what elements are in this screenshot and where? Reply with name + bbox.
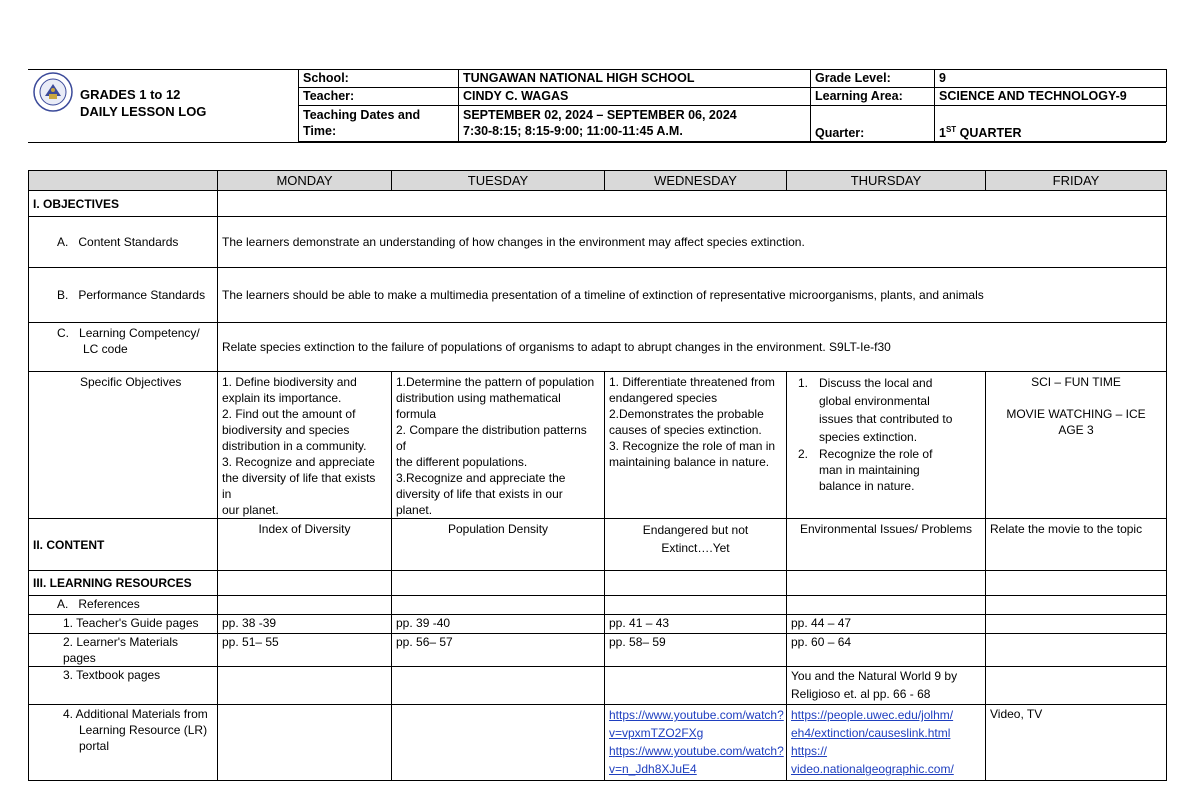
- specific-objectives-friday: [986, 372, 1167, 519]
- monday-objective-line: 3. Recognize and appreciate: [222, 455, 375, 469]
- grade-label: Grade Level:: [811, 70, 935, 88]
- day-header-row: [29, 171, 1167, 191]
- textbook-tuesday: [392, 667, 605, 705]
- monday-objective-line: biodiversity and species: [222, 423, 350, 437]
- additional-materials-label: [29, 705, 218, 781]
- monday-objective-line: 2. Find out the amount of: [222, 407, 356, 421]
- day-wednesday: WEDNESDAY: [605, 171, 787, 191]
- dates-value-line-1: SEPTEMBER 02, 2024 – SEPTEMBER 06, 2024: [463, 108, 737, 122]
- resources-blank: [787, 571, 986, 596]
- learners-materials-label: 2. Learner's Materials pages: [29, 634, 218, 667]
- quarter-number: 1: [939, 126, 946, 140]
- competency-label-line-2: LC code: [83, 342, 128, 356]
- content-friday: Relate the movie to the topic: [986, 519, 1167, 571]
- teachers-guide-friday: [986, 615, 1167, 634]
- textbook-thursday-line-1: You and the Natural World 9 by: [791, 669, 958, 683]
- link-text: v=vpxmTZO2FXg: [609, 726, 704, 740]
- tuesday-objective-line: diversity of life that exists in our: [396, 487, 563, 501]
- references-label: [29, 596, 218, 615]
- thursday-objective-line: balance in nature.: [819, 479, 915, 493]
- quarter-suffix: ST: [945, 124, 957, 134]
- thursday-objective-number-1: 1.: [797, 376, 808, 390]
- monday-objective-line: distribution in a community.: [222, 439, 367, 453]
- content-tuesday: Population Density: [392, 519, 605, 571]
- tuesday-objective-line: planet.: [396, 503, 433, 517]
- performance-standards-label: [29, 268, 218, 323]
- day-header-blank: [29, 171, 218, 191]
- monday-objective-line: the diversity of life that exists in: [222, 471, 376, 501]
- teachers-guide-label: 1. Teacher's Guide pages: [29, 615, 218, 634]
- dates-label-line-2: Time:: [303, 124, 337, 138]
- teacher-value: CINDY C. WAGAS: [459, 88, 811, 106]
- tuesday-objective-line: 2. Compare the distribution patterns of: [396, 423, 587, 453]
- tuesday-objective-line: 3.Recognize and appreciate the: [396, 471, 566, 485]
- quarter-label-text: Quarter:: [815, 126, 865, 140]
- youtube-link-2[interactable]: [609, 742, 782, 760]
- thursday-objective-line: man in maintaining: [819, 463, 920, 477]
- references-blank: [787, 596, 986, 615]
- title-line-2: DAILY LESSON LOG: [80, 104, 207, 119]
- header-left-rule: [28, 69, 298, 70]
- objectives-heading: I. OBJECTIVES: [29, 191, 218, 217]
- specific-objectives-thursday: [787, 372, 986, 519]
- school-value: TUNGAWAN NATIONAL HIGH SCHOOL: [459, 70, 811, 88]
- wednesday-objective-line: 3. Recognize the role of man in: [609, 439, 776, 453]
- thursday-objective-line: Recognize the role of: [819, 447, 933, 461]
- thursday-objective-line: global environmental: [819, 394, 930, 408]
- references-blank: [392, 596, 605, 615]
- link-text: v=n_Jdh8XJuE4: [609, 762, 697, 776]
- teacher-label: Teacher:: [299, 88, 459, 106]
- link-text: https://people.uwec.edu/jolhm/: [791, 708, 954, 722]
- content-standards-letter: A.: [57, 235, 69, 249]
- thursday-objective-line: issues that contributed to: [819, 412, 953, 426]
- additional-materials-friday: Video, TV: [986, 705, 1167, 781]
- additional-materials-label-line: Learning Resource (LR): [79, 723, 208, 737]
- teachers-guide-wednesday: pp. 41 – 43: [605, 615, 787, 634]
- day-tuesday: TUESDAY: [392, 171, 605, 191]
- content-wednesday-line-2: Extinct….Yet: [661, 541, 730, 555]
- uwec-link-cont[interactable]: [791, 724, 981, 742]
- specific-objectives-monday: [218, 372, 392, 519]
- references-letter: A.: [57, 597, 69, 611]
- competency-text: Relate species extinction to the failure of populations of organisms to adapt to abrupt changes in the environment. S9LT-Ie-f30: [218, 323, 1167, 372]
- specific-objectives-label: Specific Objectives: [29, 372, 218, 519]
- natgeo-link-cont[interactable]: [791, 760, 981, 778]
- tuesday-objective-line: formula: [396, 407, 437, 421]
- content-standards-label: [29, 217, 218, 268]
- competency-label-line-1: Learning Competency/: [79, 326, 200, 340]
- references-blank: [986, 596, 1167, 615]
- youtube-link-1-cont[interactable]: [609, 724, 782, 742]
- youtube-link-1[interactable]: [609, 706, 782, 724]
- youtube-link-2-cont[interactable]: [609, 760, 782, 778]
- resources-blank: [605, 571, 787, 596]
- dates-value-line-2: 7:30-8:15; 8:15-9:00; 11:00-11:45 A.M.: [463, 124, 683, 138]
- monday-objective-line: 1. Define biodiversity and: [222, 375, 357, 389]
- additional-materials-thursday: [787, 705, 986, 781]
- header-info-table: [298, 69, 1167, 142]
- day-friday: FRIDAY: [986, 171, 1167, 191]
- competency-label: [29, 323, 218, 372]
- link-text: https://www.youtube.com/watch?: [609, 744, 784, 758]
- resources-blank: [986, 571, 1167, 596]
- wednesday-objective-line: 2.Demonstrates the probable: [609, 407, 764, 421]
- content-standards-text: The learners demonstrate an understanding of how changes in the environment may affect species extinction.: [218, 217, 1167, 268]
- school-label: School:: [299, 70, 459, 88]
- day-thursday: THURSDAY: [787, 171, 986, 191]
- teachers-guide-monday: pp. 38 -39: [218, 615, 392, 634]
- content-thursday: Environmental Issues/ Problems: [787, 519, 986, 571]
- learners-materials-wednesday: pp. 58– 59: [605, 634, 787, 667]
- friday-objective-line: AGE 3: [1058, 423, 1094, 437]
- dates-label-line-1: Teaching Dates and: [303, 108, 421, 122]
- link-text: video.nationalgeographic.com/: [791, 762, 954, 776]
- dates-value: [459, 106, 811, 142]
- wednesday-objective-line: causes of species extinction.: [609, 423, 762, 437]
- specific-objectives-wednesday: [605, 372, 787, 519]
- lesson-log-table: [28, 170, 1167, 781]
- textbook-label: 3. Textbook pages: [29, 667, 218, 705]
- learners-materials-monday: pp. 51– 55: [218, 634, 392, 667]
- friday-objective-line: MOVIE WATCHING – ICE: [1006, 407, 1146, 421]
- tuesday-objective-line: the different populations.: [396, 455, 528, 469]
- additional-materials-monday: [218, 705, 392, 781]
- textbook-friday: [986, 667, 1167, 705]
- content-standards-label-text: Content Standards: [78, 235, 179, 249]
- content-wednesday: [605, 519, 787, 571]
- content-wednesday-line-1: Endangered but not: [642, 523, 749, 537]
- link-text: eh4/extinction/causeslink.html: [791, 726, 951, 740]
- area-value: SCIENCE AND TECHNOLOGY-9: [935, 88, 1167, 106]
- wednesday-objective-line: 1. Differentiate threatened from: [609, 375, 775, 389]
- textbook-thursday-line-2: Religioso et. al pp. 66 - 68: [791, 687, 931, 701]
- document-title: [80, 86, 206, 120]
- natgeo-link[interactable]: [791, 742, 981, 760]
- textbook-thursday: [787, 667, 986, 705]
- teachers-guide-thursday: pp. 44 – 47: [787, 615, 986, 634]
- performance-standards-label-text: Performance Standards: [78, 288, 206, 302]
- day-monday: MONDAY: [218, 171, 392, 191]
- quarter-label: [811, 106, 935, 142]
- tuesday-objective-line: distribution using mathematical: [396, 391, 561, 405]
- learners-materials-tuesday: pp. 56– 57: [392, 634, 605, 667]
- references-label-text: References: [78, 597, 140, 611]
- content-heading: II. CONTENT: [29, 519, 218, 571]
- performance-standards-text: The learners should be able to make a multimedia presentation of a timeline of extinction of representative microorganisms, plants, and animals: [218, 268, 1167, 323]
- monday-objective-line: our planet.: [222, 503, 279, 517]
- textbook-wednesday: [605, 667, 787, 705]
- references-blank: [605, 596, 787, 615]
- area-label: Learning Area:: [811, 88, 935, 106]
- content-monday: Index of Diversity: [218, 519, 392, 571]
- wednesday-objective-line: endangered species: [609, 391, 718, 405]
- quarter-word: QUARTER: [956, 126, 1022, 140]
- competency-letter: C.: [57, 326, 69, 340]
- header-divider: [28, 142, 1166, 143]
- additional-materials-tuesday: [392, 705, 605, 781]
- additional-materials-wednesday: [605, 705, 787, 781]
- link-text: https://: [791, 744, 828, 758]
- tuesday-objective-line: 1.Determine the pattern of population: [396, 375, 595, 389]
- title-line-1: GRADES 1 to 12: [80, 87, 181, 102]
- quarter-value: [935, 106, 1167, 142]
- additional-materials-label-line: 4. Additional Materials from: [63, 707, 208, 721]
- friday-objective-line: SCI – FUN TIME: [1031, 375, 1121, 389]
- link-text: https://www.youtube.com/watch?: [609, 708, 784, 722]
- monday-objective-line: explain its importance.: [222, 391, 342, 405]
- textbook-monday: [218, 667, 392, 705]
- thursday-objective-number-2: 2.: [797, 447, 808, 461]
- teachers-guide-tuesday: pp. 39 -40: [392, 615, 605, 634]
- resources-heading: III. LEARNING RESOURCES: [29, 571, 218, 596]
- grade-value: 9: [935, 70, 1167, 88]
- specific-objectives-tuesday: [392, 372, 605, 519]
- additional-materials-label-line: portal: [79, 739, 110, 753]
- performance-standards-letter: B.: [57, 288, 69, 302]
- uwec-link[interactable]: [791, 706, 981, 724]
- thursday-objective-line: species extinction.: [819, 430, 918, 444]
- resources-blank: [218, 571, 392, 596]
- dates-label: [299, 106, 459, 142]
- objectives-heading-blank: [218, 191, 1167, 217]
- wednesday-objective-line: maintaining balance in nature.: [609, 455, 770, 469]
- resources-blank: [392, 571, 605, 596]
- thursday-objective-line: Discuss the local and: [819, 376, 933, 390]
- deped-seal-logo: [33, 72, 73, 112]
- learners-materials-friday: [986, 634, 1167, 667]
- references-blank: [218, 596, 392, 615]
- learners-materials-thursday: pp. 60 – 64: [787, 634, 986, 667]
